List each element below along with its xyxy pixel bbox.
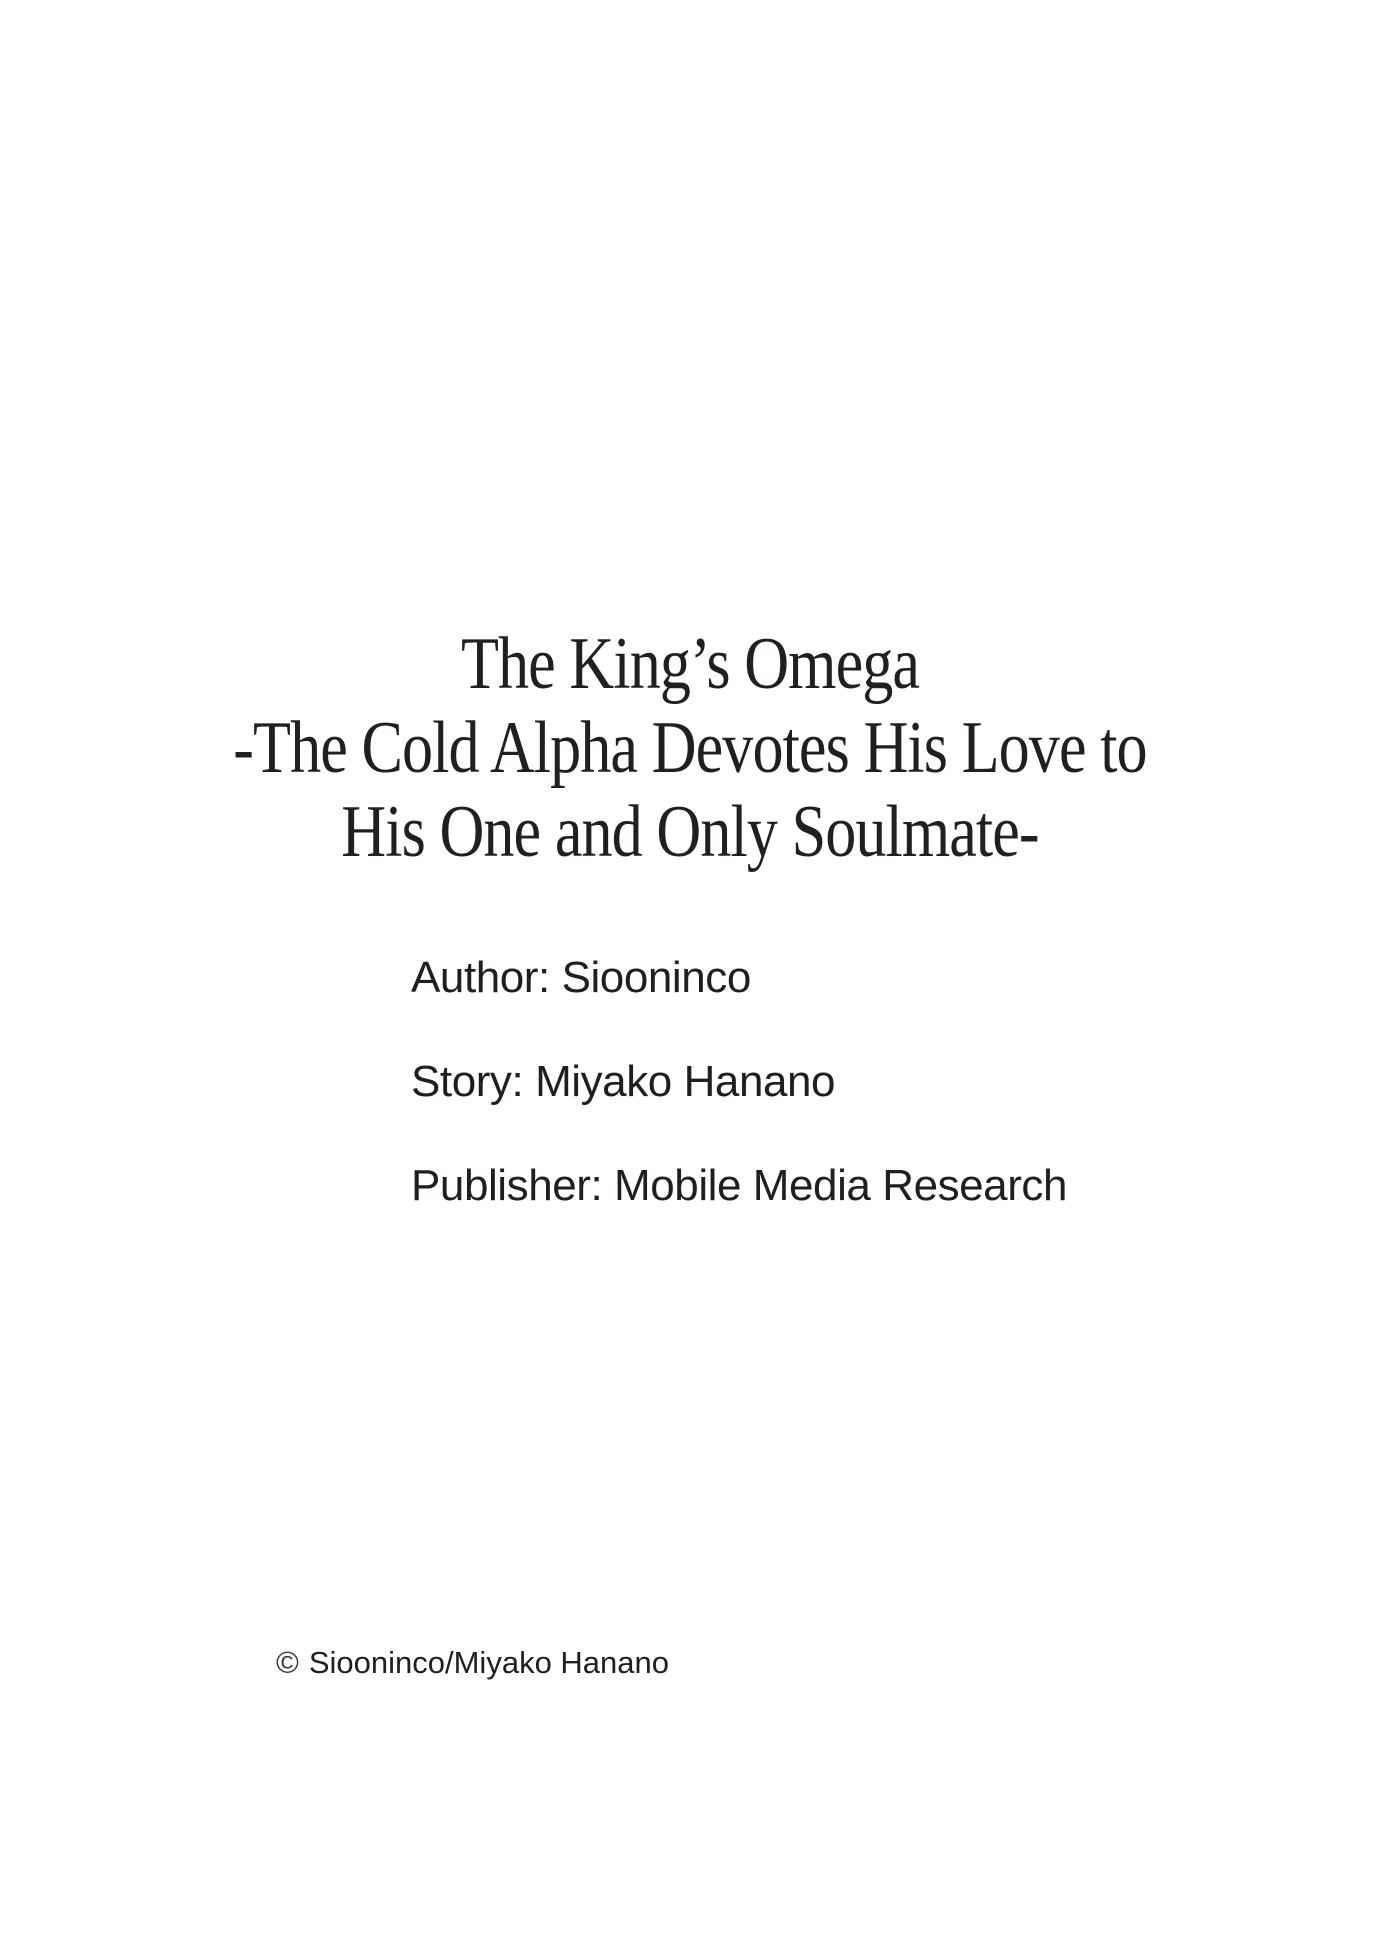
author-line: Author: Siooninco — [411, 953, 751, 1002]
title-line-main: The King’s Omega — [460, 623, 920, 705]
copyright-icon: © — [276, 1645, 299, 1680]
title-line-subtitle-2: His One and Only Soulmate- — [341, 791, 1039, 873]
copyright-text: Siooninco/Miyako Hanano — [308, 1645, 670, 1680]
credits-block — [411, 952, 1067, 1212]
book-title — [110, 622, 1269, 874]
publisher-line: Publisher: Mobile Media Research — [411, 1161, 1068, 1210]
title-line-subtitle-1: -The Cold Alpha Devotes His Love to — [233, 707, 1147, 789]
copyright-line — [276, 1645, 669, 1681]
story-line: Story: Miyako Hanano — [411, 1057, 836, 1106]
